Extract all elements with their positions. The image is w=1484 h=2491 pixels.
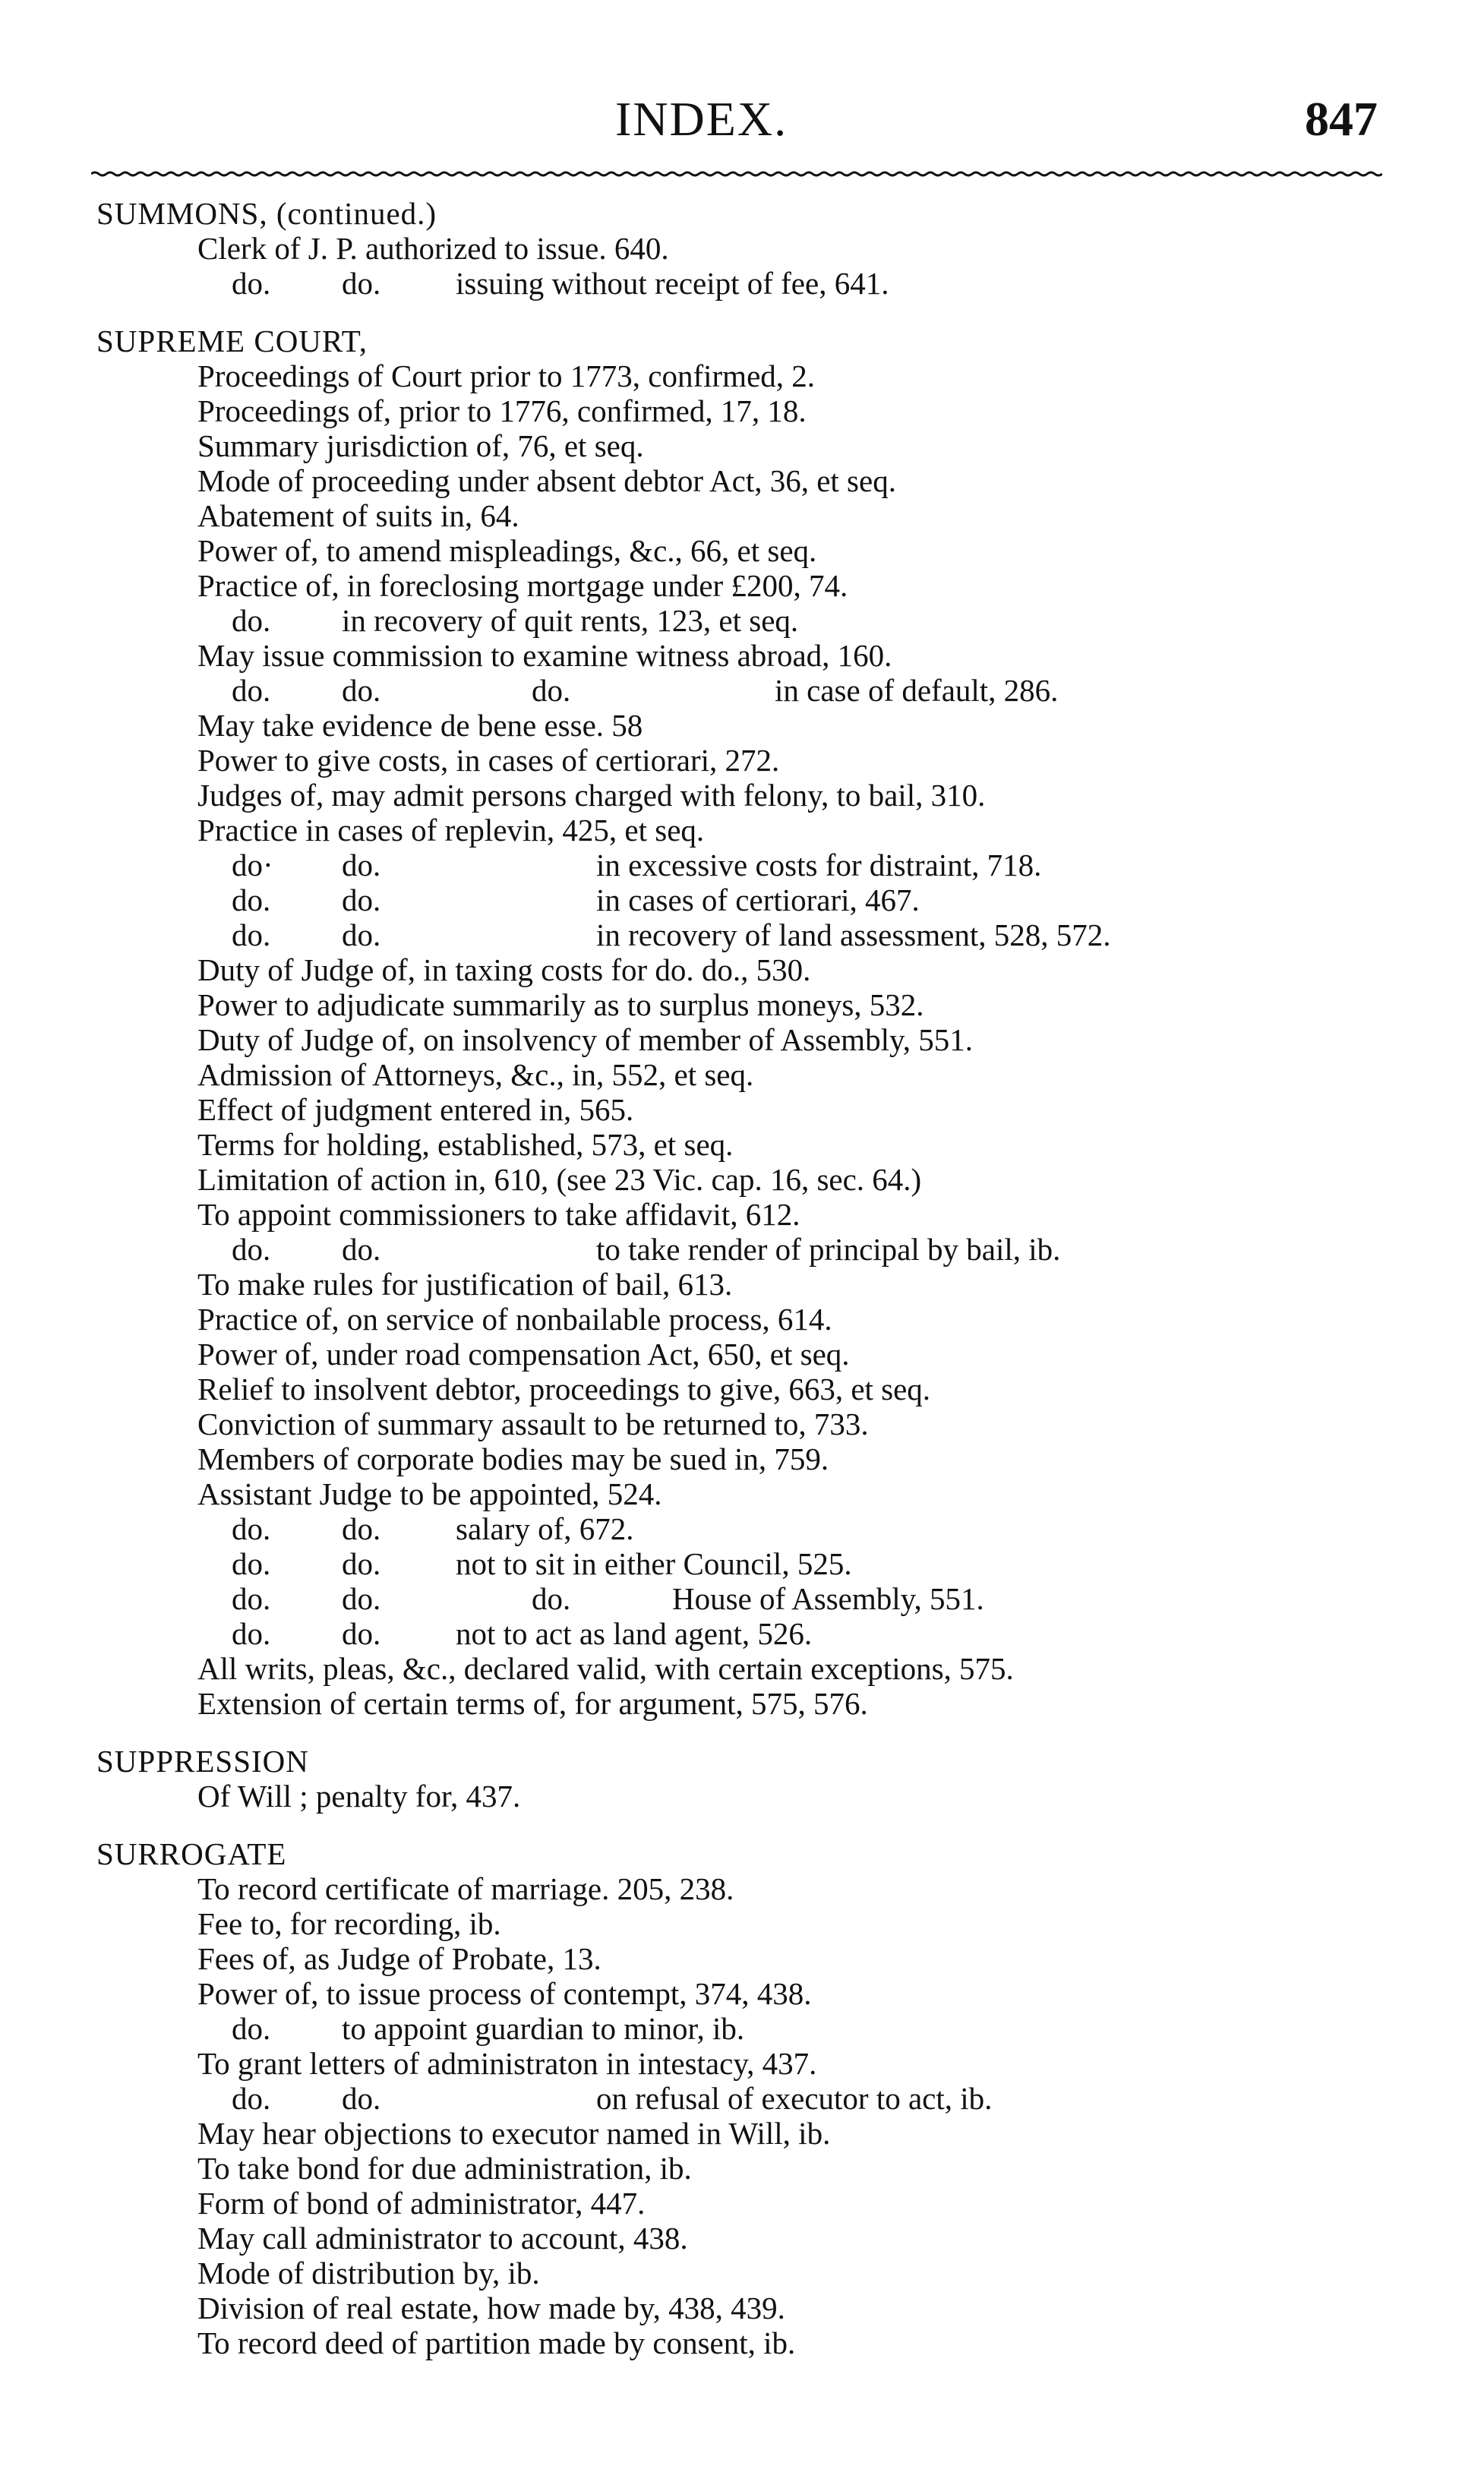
index-entry: Proceedings of, prior to 1776, confirmed, 17, 18.	[197, 393, 807, 428]
index-entry: Power of, to amend mispleadings, &c., 66, et seq.	[197, 533, 817, 568]
index-entry: Proceedings of Court prior to 1773, confirmed, 2.	[197, 358, 816, 393]
index-ditto-entry	[0, 848, 1484, 882]
ditto-mark: do.	[342, 1616, 381, 1651]
index-entry: Fees of, as Judge of Probate, 13.	[197, 1941, 601, 1976]
ditto-entry-text: issuing without receipt of fee, 641.	[456, 266, 889, 301]
page-header	[0, 91, 1484, 159]
index-entry: Conviction of summary assault to be returned to, 733.	[197, 1407, 869, 1441]
index-ditto-entry	[0, 1511, 1484, 1546]
index-entry: Power to adjudicate summarily as to surplus moneys, 532.	[197, 987, 924, 1022]
page-number: 847	[1305, 92, 1378, 146]
index-entry: Members of corporate bodies may be sued in, 759.	[197, 1441, 829, 1476]
index-entry: Clerk of J. P. authorized to issue. 640.	[197, 231, 669, 266]
index-entry: Power of, to issue process of contempt, 374, 438.	[197, 1976, 812, 2011]
ditto-mark: do.	[232, 2011, 271, 2046]
ditto-entry-text: not to act as land agent, 526.	[456, 1616, 813, 1651]
ditto-entry-text: House of Assembly, 551.	[672, 1581, 984, 1616]
section-gap	[0, 1721, 1484, 1744]
index-ditto-entry	[0, 1616, 1484, 1651]
index-ditto-entry	[0, 266, 1484, 301]
ditto-mark: do.	[342, 1546, 381, 1581]
index-entry: Practice of, in foreclosing mortgage under £200, 74.	[197, 568, 848, 603]
ditto-mark: do.	[232, 603, 271, 638]
index-heading: SUPREME COURT,	[96, 324, 368, 358]
index-entry: To appoint commissioners to take affidavit, 612.	[197, 1197, 800, 1232]
index-ditto-entry	[0, 2011, 1484, 2046]
ditto-mark: do.	[232, 266, 271, 301]
page-title: INDEX.	[615, 92, 788, 146]
ditto-entry-text: in recovery of quit rents, 123, et seq.	[342, 603, 799, 638]
index-entry: Extension of certain terms of, for argument, 575, 576.	[197, 1686, 868, 1721]
index-entry: Duty of Judge of, on insolvency of member of Assembly, 551.	[197, 1022, 974, 1057]
ditto-mark: do.	[232, 917, 271, 952]
ditto-entry-text: salary of, 672.	[456, 1511, 634, 1546]
index-ditto-entry	[0, 1581, 1484, 1616]
index-entry: Abatement of suits in, 64.	[197, 498, 519, 533]
ditto-entry-text: not to sit in either Council, 525.	[456, 1546, 852, 1581]
ditto-entry-text: in excessive costs for distraint, 718.	[596, 848, 1042, 882]
header-rule	[91, 171, 1382, 177]
index-entry: Division of real estate, how made by, 438, 439.	[197, 2291, 785, 2325]
index-heading: SURROGATE	[96, 1836, 287, 1871]
index-entry: May issue commission to examine witness abroad, 160.	[197, 638, 892, 673]
index-ditto-entry	[0, 1232, 1484, 1267]
index-ditto-entry	[0, 1546, 1484, 1581]
index-entry: Effect of judgment entered in, 565.	[197, 1092, 634, 1127]
index-heading: SUPPRESSION	[96, 1744, 309, 1779]
index-entry: May call administrator to account, 438.	[197, 2221, 688, 2256]
index-entry: Admission of Attorneys, &c., in, 552, et seq.	[197, 1057, 754, 1092]
index-body	[0, 196, 1484, 2360]
section-gap	[0, 1814, 1484, 1836]
ditto-mark: do·	[232, 848, 273, 882]
ditto-mark: do.	[232, 1511, 271, 1546]
index-entry: Summary jurisdiction of, 76, et seq.	[197, 428, 644, 463]
index-entry: Terms for holding, established, 573, et seq.	[197, 1127, 734, 1162]
ditto-mark: do.	[232, 1581, 271, 1616]
index-ditto-entry	[0, 882, 1484, 917]
ditto-mark: do.	[342, 266, 381, 301]
ditto-mark: do.	[342, 848, 381, 882]
ditto-mark: do.	[232, 1232, 271, 1267]
index-heading: SUMMONS, (continued.)	[96, 196, 437, 231]
index-entry: Power of, under road compensation Act, 650, et seq.	[197, 1337, 850, 1372]
index-entry: To make rules for justification of bail, 613.	[197, 1267, 733, 1302]
index-entry: Mode of proceeding under absent debtor Act, 36, et seq.	[197, 463, 896, 498]
ditto-mark: do.	[232, 882, 271, 917]
index-entry: Duty of Judge of, in taxing costs for do. do., 530.	[197, 952, 811, 987]
index-entry: Limitation of action in, 610, (see 23 Vic. cap. 16, sec. 64.)	[197, 1162, 922, 1197]
index-ditto-entry	[0, 2081, 1484, 2116]
ditto-mark: do.	[232, 1616, 271, 1651]
ditto-mark: do.	[532, 1581, 571, 1616]
ditto-mark: do.	[232, 673, 271, 708]
ditto-entry-text: to take render of principal by bail, ib.	[596, 1232, 1061, 1267]
ditto-mark: do.	[342, 1511, 381, 1546]
ditto-mark: do.	[232, 2081, 271, 2116]
ditto-entry-text: on refusal of executor to act, ib.	[596, 2081, 993, 2116]
index-entry: Fee to, for recording, ib.	[197, 1906, 501, 1941]
ditto-mark: do.	[342, 1581, 381, 1616]
index-entry: Judges of, may admit persons charged with felony, to bail, 310.	[197, 778, 986, 813]
index-entry: To record deed of partition made by consent, ib.	[197, 2325, 796, 2360]
index-entry: Relief to insolvent debtor, proceedings to give, 663, et seq.	[197, 1372, 931, 1407]
ditto-mark: do.	[342, 882, 381, 917]
ditto-entry-text: in recovery of land assessment, 528, 572.	[596, 917, 1111, 952]
ditto-mark: do.	[342, 2081, 381, 2116]
index-ditto-entry	[0, 917, 1484, 952]
index-entry: To record certificate of marriage. 205, 238.	[197, 1871, 734, 1906]
index-entry: Of Will ; penalty for, 437.	[197, 1779, 521, 1814]
ditto-mark: do.	[342, 917, 381, 952]
index-entry: May hear objections to executor named in Will, ib.	[197, 2116, 831, 2151]
index-entry: To grant letters of administraton in intestacy, 437.	[197, 2046, 817, 2081]
index-ditto-entry	[0, 673, 1484, 708]
ditto-mark: do.	[532, 673, 571, 708]
ditto-mark: do.	[232, 1546, 271, 1581]
index-entry: To take bond for due administration, ib.	[197, 2151, 692, 2186]
index-entry: Practice in cases of replevin, 425, et seq.	[197, 813, 705, 848]
section-gap	[0, 301, 1484, 324]
index-ditto-entry	[0, 603, 1484, 638]
ditto-mark: do.	[342, 673, 381, 708]
index-entry: Form of bond of administrator, 447.	[197, 2186, 646, 2221]
index-entry: May take evidence de bene esse. 58	[197, 708, 643, 743]
ditto-mark: do.	[342, 1232, 381, 1267]
ditto-entry-text: to appoint guardian to minor, ib.	[342, 2011, 745, 2046]
index-entry: Assistant Judge to be appointed, 524.	[197, 1476, 662, 1511]
index-entry: All writs, pleas, &c., declared valid, with certain exceptions, 575.	[197, 1651, 1014, 1686]
index-entry: Mode of distribution by, ib.	[197, 2256, 540, 2291]
ditto-entry-text: in cases of certiorari, 467.	[596, 882, 920, 917]
index-entry: Practice of, on service of nonbailable process, 614.	[197, 1302, 832, 1337]
index-entry: Power to give costs, in cases of certiorari, 272.	[197, 743, 780, 778]
ditto-entry-text: in case of default, 286.	[775, 673, 1059, 708]
